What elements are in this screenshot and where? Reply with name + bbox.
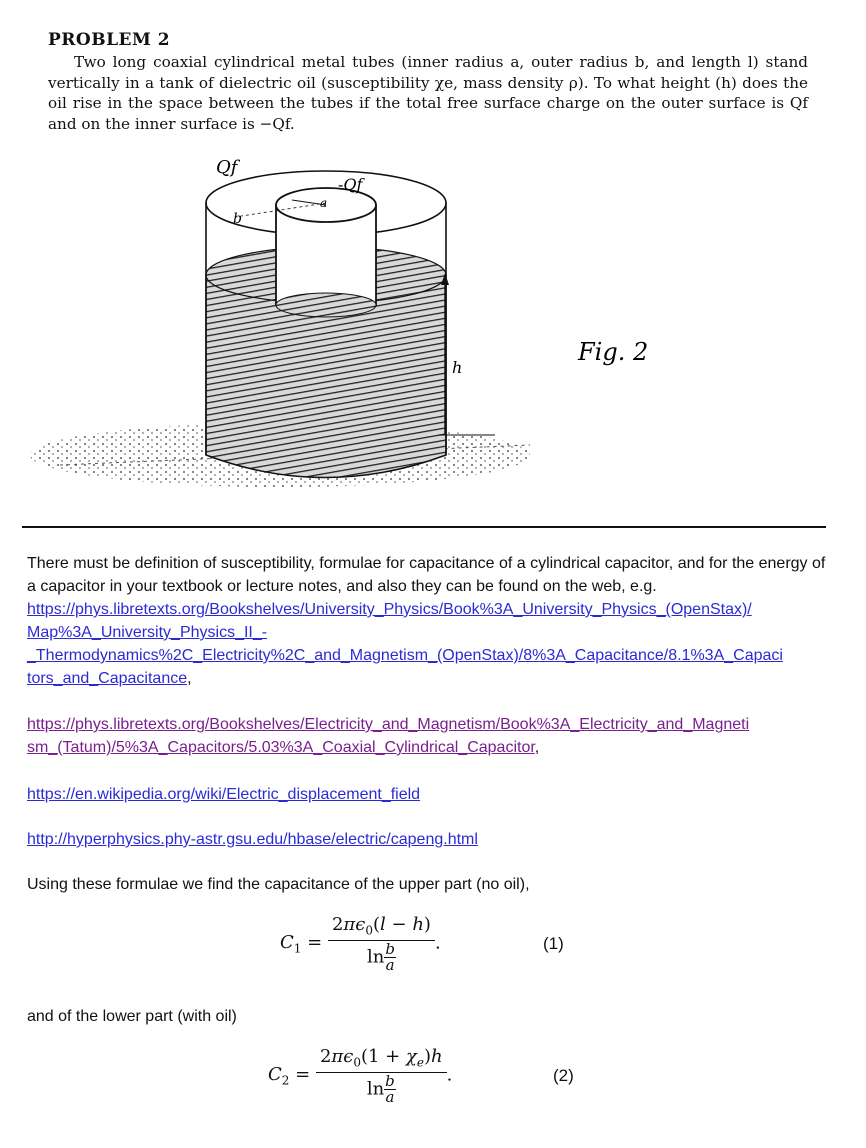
intro-paragraph: There must be definition of susceptibility, formulae for capacitance of a cylindrical capacitor, and for the energy of a capacitor in your textbook or lecture notes, and also they can be found on the web, e.g. (27, 555, 826, 595)
link-openstax[interactable]: https://phys.libretexts.org/Bookshelves/University_Physics/Book%3A_University_Physics_(OpenStax)/ Map%3A_University_Physics_II_- _Thermodynamics%2C_Electricity%2C_and_Magnetism_(OpenStax)/8%3A_Capacitance/8.1%3A_Capaci tors_and_Capacitance, (27, 601, 783, 687)
link-tatum[interactable]: https://phys.libretexts.org/Bookshelves/Electricity_and_Magnetism/Book%3A_Electricity_and_Magneti sm_(Tatum)/5%3A_Capacitors/5.03%3A_Coaxial_Cylindrical_Capacitor, (27, 716, 750, 756)
outer-charge-label: Qf (216, 157, 238, 178)
radius-b-label: b (233, 211, 242, 227)
problem-title: PROBLEM 2 (48, 30, 171, 50)
radius-a-label: a (320, 196, 328, 210)
equation-2-number: (2) (553, 1066, 574, 1085)
coaxial-tubes-figure (20, 155, 820, 525)
problem-text: Two long coaxial cylindrical metal tubes (inner radius a, outer radius b, and length l) stand vertically in a tank of dielectric oil (susceptibility χe, mass density ρ). To what height (h) does the oil rise in the space between the tubes if the total free surface charge on the outer surface is Qf and on the inner surface is −Qf. (48, 53, 808, 133)
section-divider (22, 526, 826, 528)
link-hyperphysics[interactable]: http://hyperphysics.phy-astr.gsu.edu/hbase/electric/capeng.html (27, 831, 478, 848)
using-formulae-text: Using these formulae we find the capacitance of the upper part (no oil), (27, 876, 530, 893)
equation-1: $C_1$ = $2\pi\epsilon_0(l - h)$ ln $\frac{b}{a}$ . (280, 914, 441, 974)
height-label: h (452, 358, 463, 377)
lower-part-text: and of the lower part (with oil) (27, 1008, 237, 1025)
inner-charge-label: -Qf (338, 175, 363, 194)
equation-1-number: (1) (543, 934, 564, 953)
problem-statement (48, 30, 808, 134)
link-wikipedia[interactable]: https://en.wikipedia.org/wiki/Electric_displacement_field (27, 786, 421, 803)
equation-2: $C_2$ = $2\pi\epsilon_0(1 + \chi_e)h$ ln $\frac{b}{a}$ . (268, 1046, 453, 1106)
figure-caption: Fig. 2 (578, 338, 649, 366)
